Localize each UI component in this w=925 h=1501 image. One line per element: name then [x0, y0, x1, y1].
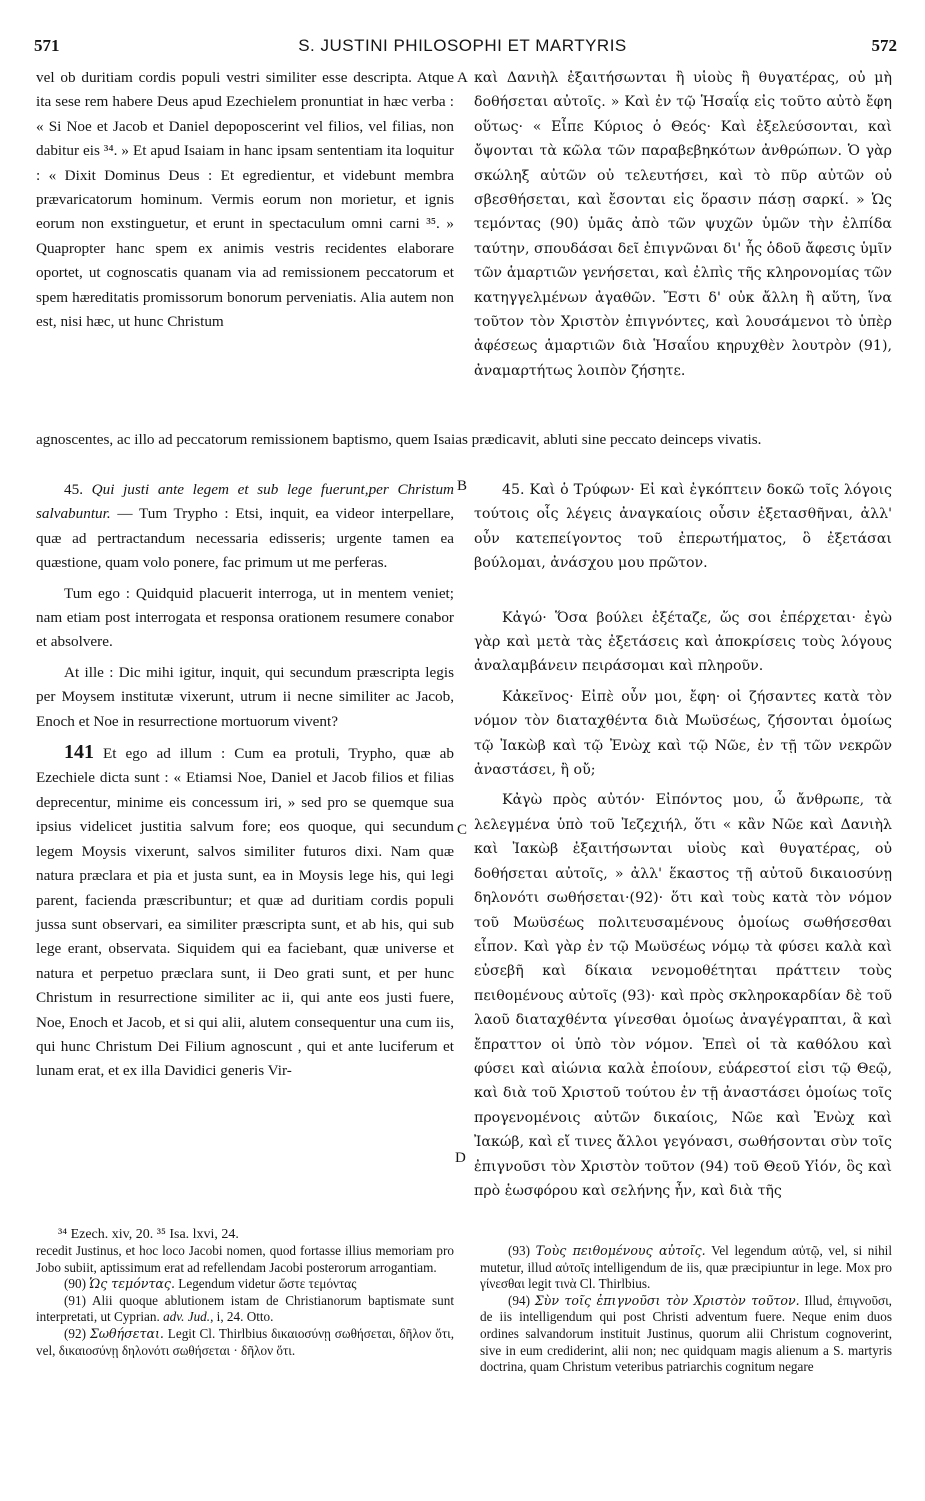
greek-column-bottom — [474, 478, 892, 1199]
margin-marker-c: C — [457, 822, 468, 838]
column-number: 141 — [64, 741, 94, 764]
greek-column-top — [474, 66, 892, 429]
latin-column-bottom — [36, 478, 454, 1176]
latin-paragraph: At ille : Dic mihi igitur, inquit, qui secundum præscripta legis per Moysem institutæ vixerunt, utrum ii necne similiter ac Jacob, Enoch et Noe in resurrectione mortuorum vivent? — [36, 663, 454, 730]
greek-paragraph: Κἀκεῖνος· Εἰπὲ οὖν μοι, ἔφη· οἱ ζήσαντες κατὰ τὸν νόμον τὸν διαταχθέντα διὰ Μωϋσέως, ζήσονται ὁμοίως τῷ Ἰακὼβ καὶ τῷ Ἐνὼχ καὶ τῷ Νῶε, ἐν τῇ τῶν νεκρῶν ἀναστάσει, ἢ οὔ; — [474, 688, 892, 779]
running-header — [0, 34, 925, 64]
page-number-right: 572 — [871, 36, 897, 55]
note: recedit Justinus, et hoc loco Jacobi nomen, quod fortasse illius memoriam pro Jobo subiit, aptissimum erat ad refellendam Jacobi posterorum arrogantiam. — [36, 1243, 454, 1275]
margin-marker-d: D — [455, 1150, 466, 1166]
notes-left-column — [36, 1243, 454, 1359]
page-number-left: 571 — [34, 36, 60, 55]
latin-paragraph: — Tum Trypho : Etsi, inquit, ea videor interpellare, quæ ad pertractandum necessaria edisseris; urgente tamen ea quæstione, quam volo ponere, fac primum ut me perferas. — [36, 505, 454, 572]
greek-paragraph: 45. Καὶ ὁ Τρύφων· Εἰ καὶ ἐγκόπτειν δοκῶ τοῖς λόγοις τούτοις οἷς λέγεις ἀναγκαίοις οὖσιν ἐξετασθῆναι, ἀλλ' οὖν κατεπείγοντος τοῦ ἐπερωτήματος, ὃ ἐξετάσαι βούλομαι, ἀνάσχου μου πρῶτον. — [474, 482, 892, 572]
note-90: (90) Ὡς τεμόντας. Legendum videtur ὥστε τεμόντας — [64, 1276, 357, 1292]
section-title: Qui justi ante legem et sub lege fuerunt,per Christum salvabuntur. — [36, 481, 455, 523]
latin-paragraph: Tum ego : Quidquid placuerit interroga, ut in mentem veniet; nam etiam post interrogata et responsa orationem resumere conabor et absolvere. — [36, 584, 454, 651]
margin-marker-a: A — [457, 70, 468, 86]
notes-right-column — [480, 1243, 892, 1376]
latin-paragraph: vel ob duritiam cordis populi vestri similiter esse descripta. Atque ita sese rem habere Deus apud Ezechielem pronuntiat in hæc verba : « Si Noe et Jacob et Daniel depoposcerint vel filios, vel filias, non dabitur eis ³⁴. » Et apud Isaiam in hanc ipsam sententiam ita loquitur : « Dixit Dominus Deus : Et egredientur, et videbunt membra prævaricatorum hominum. Vermis eorum non morietur, et ignis eorum non exstinguetur, et erunt in spectaculum omni carni ³⁵. » Quapropter hanc spem ex animis vestris recidentes elaborare oportet, ut cognoscatis quanam via ad remissionem peccatorum et spem hæreditatis promissorum bonorum perveniatis. Alia autem non est, nisi hæc, ut hunc Christum — [36, 69, 454, 331]
latin-column-top — [36, 66, 454, 429]
note-94: (94) Σὺν τοῖς ἐπιγνοῦσι τὸν Χριστὸν τοῦτον. Illud, ἐπιγνοῦσι, de iis intelligendum qui post Christi adventum fuere. Neque enim duos ordines salvandorum instituit Justinus, quorum alii Christum cognoverint, sive in eum crediderint, alii non; nec quidquam magis alienum a S. martyris doctrina, quam Christum veteribus patriarchis cognitum negare — [480, 1292, 892, 1375]
latin-continuation: agnoscentes, ac illo ad peccatorum remissionem baptismo, quem Isaias prædicavit, abluti sine peccato deinceps vivatis. — [36, 431, 762, 448]
section-heading — [36, 478, 454, 576]
note-92: (92) Σωθήσεται. Legit Cl. Thirlbius δικαιοσύνῃ σωθήσεται, δῆλον ὅτι, vel, δικαιοσύνῃ δηλονότι σωθήσεται · δῆλον ὅτι. — [36, 1325, 455, 1358]
note-91: (91) Alii quoque ablutionem istam de Christianorum baptismate sunt interpretati, ut Cyprian. adv. Jud., i, 24. Otto. — [36, 1292, 454, 1325]
greek-paragraph: Κἀγώ· Ὅσα βούλει ἐξέταζε, ὥς σοι ἐπέρχεται· ἐγὼ γὰρ καὶ μετὰ τὰς ἐξετάσεις καὶ ἀποκρίσεις τοὺς λόγους ἀναλαμβάνειν πειράσομαι καὶ πληροῦν. — [474, 609, 892, 675]
greek-paragraph: Κἀγὼ πρὸς αὐτόν· Εἰπόντος μου, ὦ ἄνθρωπε, τὰ λελεγμένα ὑπὸ τοῦ Ἰεζεχιήλ, ὅτι « κἂν Νῶε καὶ Δανιὴλ καὶ Ἰακὼβ ἐξαιτήσωνται υἱοὺς καὶ θυγατέρας, οὐ δοθήσεται αὐτοῖς, » ἀλλ' ἕκαστος τῇ αὐτοῦ δικαιοσύνῃ δηλονότι σωθήσεται·(92)· ὅτι καὶ τοὺς κατὰ τὸν νόμον τοῦ Μωϋσέως πολιτευσαμένους ὁμοίως σωθήσεσθαι εἶπον. Καὶ γὰρ ἐν τῷ Μωϋσέως νόμῳ τὰ φύσει καλὰ καὶ εὐσεβῆ καὶ δίκαια νενομοθέτηται πράττειν τοὺς πειθομένους αὐτοῖς (93)· καὶ πρὸς σκληροκαρδίαν δὲ τοῦ λαοῦ διαταχθέντα γίνεσθαι ὁμοίως ἀναγέγραπται, ἃ καὶ ἔπραττον οἱ ὑπὸ τὸν νόμον. Ἐπεὶ οἱ τὰ καθόλου καὶ φύσει καὶ αἰώνια καλὰ ἐποίουν, εὐάρεστοί εἰσι τῷ Θεῷ, καὶ διὰ τοῦ Χριστοῦ τούτου ἐν τῇ ἀναστάσει ὁμοίως τοῖς προγενομένοις αὐτῶν δικαίοις, Νῶε καὶ Ἐνὼχ καὶ Ἰακώβ, καὶ εἴ τινες ἄλλοι γεγόνασι, σωθήσονται σὺν τοῖς ἐπιγνοῦσι τὸν Χριστὸν τοῦτον (94) τοῦ Θεοῦ Υἱόν, ὃς καὶ πρὸ ἑωσφόρου καὶ σελήνης ἦν, καὶ διὰ τῆς — [474, 792, 892, 1199]
scripture-references: ³⁴ Ezech. xiv, 20. ³⁵ Isa. lxvi, 24. — [58, 1227, 239, 1242]
greek-paragraph: καὶ Δανιὴλ ἐξαιτήσωνται ἢ υἱοὺς ἢ θυγατέρας, οὐ μὴ δοθήσεται αὐτοῖς. » Καὶ ἐν τῷ Ἡσαΐᾳ εἰς τοῦτο αὐτὸ ἔφη οὕτως· « Εἶπε Κύριος ὁ Θεός· Καὶ ἐξελεύσονται, καὶ ὄψονται τὰ κῶλα τῶν παραβεβηκότων ἀνθρώπων. Ὁ γὰρ σκώληξ αὐτῶν οὐ τελευτήσει, καὶ τὸ πῦρ αὐτῶν οὐ σβεσθήσεται, καὶ ἔσονται εἰς ὅρασιν πάσῃ σαρκί. » Ὡς τεμόντας (90) ὑμᾶς ἀπὸ τῶν ψυχῶν ὑμῶν τὴν ἐλπίδα ταύτην, σπουδάσαι δεῖ ἐπιγνῶναι δι' ἧς ὁδοῦ ἄφεσις ὑμῖν τῶν ἁμαρτιῶν γενήσεται, καὶ ἐλπὶς τῆς κληρονομίας τῶν κατηγγελμένων ἀγαθῶν. Ἔστι δ' οὐκ ἄλλη ἢ αὕτη, ἵνα τοῦτον τὸν Χριστὸν ἐπιγνόντες, καὶ λουσάμενοι τὸ ὑπὲρ ἀφέσεως ἁμαρτιῶν διὰ Ἡσαΐου κηρυχθὲν λουτρὸν (91), ἀναμαρτήτως λοιπὸν ζήσητε. — [474, 70, 892, 379]
section-number: 45. — [64, 481, 83, 498]
note-93: (93) Τοὺς πειθομένους αὐτοῖς. Vel legendum αὐτῷ, vel, si nihil mutetur, illud αὐτοῖς intelligendum de iis, quæ præcipiuntur in lege. Mox pro γίνεσθαι legit τινὰ Cl. Thirlbius. — [480, 1243, 892, 1292]
latin-paragraph: 141 Et ego ad illum : Cum ea protuli, Trypho, quæ ab Ezechiele dicta sunt : « Etiamsi Noe, Daniel et Jacob filios et filias deprecentur, minime eis concessum iri, » sed pro se quemque sua ipsius videlicet justitia salvum fore; eos quoque, qui secundum legem Moysis vixerunt, salvos similiter futuros dixi. Nam quæ natura præclara et pia et justa sunt, ea in Moysis lege his, qui legi parent, facienda præscribuntur; et quæ ad duritiam cordis populi jussa sunt observari, ea similiter præscripta sunt, et ab his, qui sub lege erant, observata. Siquidem qui ea faciebant, quæ universe et natura et perpetuo præclara sunt, ii Deo grati sunt, et per hunc Christum in resurrectione similiter ac ii, qui ante eos justi fuere, Noe, Enoch et Jacob, et si qui alii, alutem consequentur una cum iis, qui hunc Christum Dei Filium agnoscunt , qui et ante luciferum et lunam erat, et ex illa Davidici generis Vir- — [36, 741, 454, 1080]
running-title: S. JUSTINI PHILOSOPHI ET MARTYRIS — [298, 36, 627, 55]
margin-marker-b: B — [457, 478, 468, 494]
